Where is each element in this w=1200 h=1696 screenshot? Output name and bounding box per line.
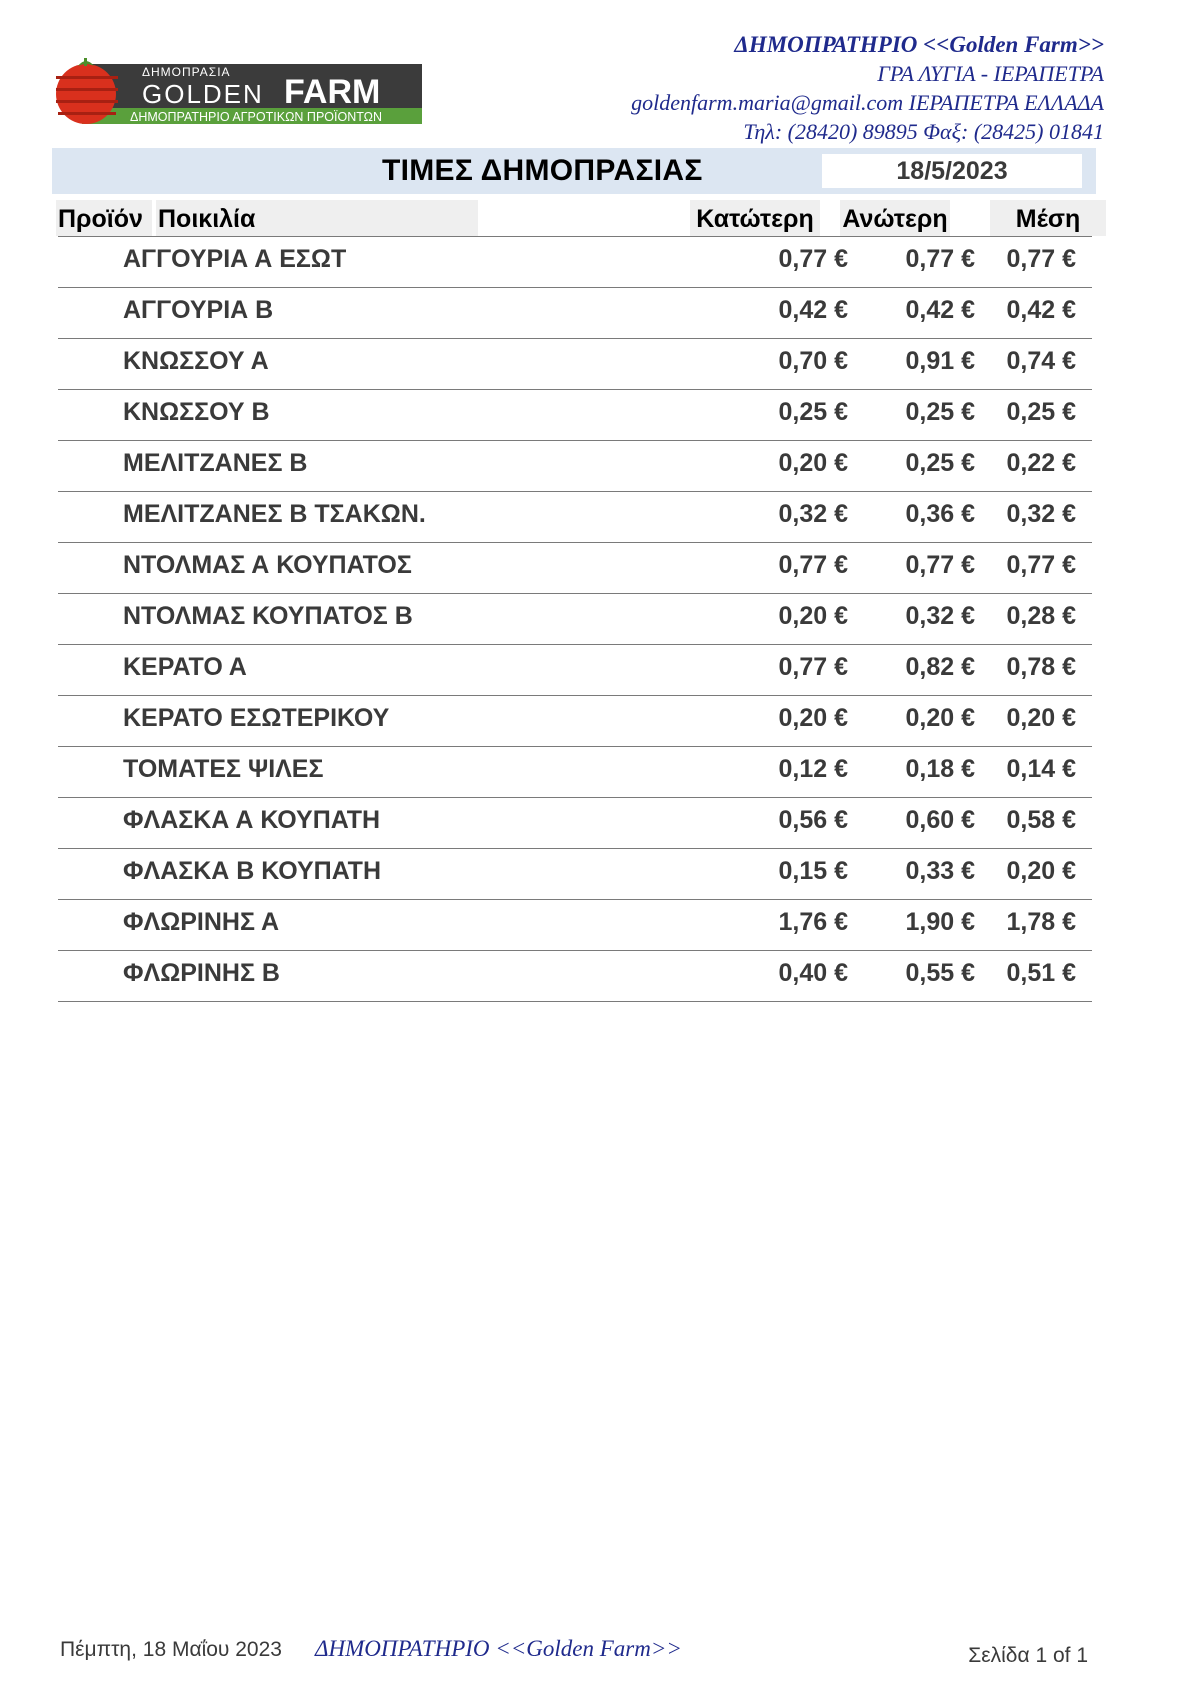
variety-cell: ΤΟΜΑΤΕΣ ΨΙΛΕΣ <box>123 755 324 783</box>
title-band <box>52 148 1096 194</box>
price-table <box>58 236 1092 1002</box>
low-price-cell: 0,70 € <box>778 347 848 375</box>
low-price-cell: 0,42 € <box>778 296 848 324</box>
table-row <box>58 900 1092 951</box>
variety-cell: ΝΤΟΛΜΑΣ ΚΟΥΠΑΤΟΣ Β <box>123 602 413 630</box>
average-price-cell: 0,32 € <box>1006 500 1076 528</box>
table-row <box>58 594 1092 645</box>
low-price-cell: 0,20 € <box>778 602 848 630</box>
variety-cell: ΚΝΩΣΣΟΥ Β <box>123 398 270 426</box>
table-row <box>58 645 1092 696</box>
golden-farm-logo <box>52 58 422 124</box>
header-product: Προϊόν <box>56 200 152 236</box>
average-price-cell: 0,77 € <box>1006 245 1076 273</box>
header-variety: Ποικιλία <box>156 200 478 236</box>
high-price-cell: 0,36 € <box>905 500 975 528</box>
low-price-cell: 0,40 € <box>778 959 848 987</box>
page-number: Σελίδα 1 of 1 <box>968 1644 1088 1667</box>
company-info <box>464 30 1104 146</box>
average-price-cell: 0,28 € <box>1006 602 1076 630</box>
average-price-cell: 0,20 € <box>1006 857 1076 885</box>
high-price-cell: 0,55 € <box>905 959 975 987</box>
variety-cell: ΑΓΓΟΥΡΙΑ Α ΕΣΩΤ <box>123 245 347 273</box>
low-price-cell: 0,12 € <box>778 755 848 783</box>
high-price-cell: 0,77 € <box>905 551 975 579</box>
high-price-cell: 1,90 € <box>905 908 975 936</box>
table-row <box>58 543 1092 594</box>
variety-cell: ΜΕΛΙΤΖΑΝΕΣ Β ΤΣΑΚΩΝ. <box>123 500 426 528</box>
logo-brand-bold: FARM <box>284 73 381 111</box>
variety-cell: ΦΛΑΣΚΑ Β ΚΟΥΠΑΤΗ <box>123 857 381 885</box>
column-headers <box>56 200 1106 236</box>
high-price-cell: 0,20 € <box>905 704 975 732</box>
variety-cell: ΝΤΟΛΜΑΣ Α ΚΟΥΠΑΤΟΣ <box>123 551 412 579</box>
table-row <box>58 441 1092 492</box>
table-row <box>58 288 1092 339</box>
high-price-cell: 0,25 € <box>905 449 975 477</box>
header-high-price: Ανώτερη <box>840 200 950 236</box>
average-price-cell: 1,78 € <box>1006 908 1076 936</box>
low-price-cell: 0,20 € <box>778 449 848 477</box>
average-price-cell: 0,14 € <box>1006 755 1076 783</box>
table-row <box>58 237 1092 288</box>
high-price-cell: 0,32 € <box>905 602 975 630</box>
high-price-cell: 0,77 € <box>905 245 975 273</box>
variety-cell: ΦΛΩΡΙΝΗΣ Β <box>123 959 280 987</box>
high-price-cell: 0,91 € <box>905 347 975 375</box>
low-price-cell: 0,20 € <box>778 704 848 732</box>
average-price-cell: 0,25 € <box>1006 398 1076 426</box>
high-price-cell: 0,25 € <box>905 398 975 426</box>
variety-cell: ΚΕΡΑΤΟ ΕΣΩΤΕΡΙΚΟΥ <box>123 704 390 732</box>
average-price-cell: 0,20 € <box>1006 704 1076 732</box>
header-low-price: Κατώτερη <box>690 200 820 236</box>
low-price-cell: 0,77 € <box>778 653 848 681</box>
low-price-cell: 0,77 € <box>778 245 848 273</box>
average-price-cell: 0,58 € <box>1006 806 1076 834</box>
high-price-cell: 0,82 € <box>905 653 975 681</box>
average-price-cell: 0,22 € <box>1006 449 1076 477</box>
average-price-cell: 0,77 € <box>1006 551 1076 579</box>
logo-top-text: ΔΗΜΟΠΡΑΣΙΑ <box>142 65 231 79</box>
variety-cell: ΦΛΩΡΙΝΗΣ Α <box>123 908 280 936</box>
low-price-cell: 0,15 € <box>778 857 848 885</box>
company-address: ΓΡΑ ΛΥΓΙΑ - ΙΕΡΑΠΕΤΡΑ <box>877 61 1104 86</box>
average-price-cell: 0,74 € <box>1006 347 1076 375</box>
footer-company: ΔΗΜΟΠΡΑΤΗΡΙΟ <<Golden Farm>> <box>315 1636 682 1661</box>
footer-date: Πέμπτη, 18 Μαΐου 2023 <box>60 1638 282 1661</box>
company-name: ΔΗΜΟΠΡΑΤΗΡΙΟ <<Golden Farm>> <box>734 32 1104 57</box>
variety-cell: ΜΕΛΙΤΖΑΝΕΣ Β <box>123 449 308 477</box>
low-price-cell: 0,32 € <box>778 500 848 528</box>
average-price-cell: 0,42 € <box>1006 296 1076 324</box>
table-row <box>58 849 1092 900</box>
high-price-cell: 0,42 € <box>905 296 975 324</box>
table-row <box>58 390 1092 441</box>
table-row <box>58 492 1092 543</box>
variety-cell: ΚΝΩΣΣΟΥ Α <box>123 347 269 375</box>
low-price-cell: 0,25 € <box>778 398 848 426</box>
table-row <box>58 798 1092 849</box>
table-row <box>58 696 1092 747</box>
header-average-price: Μέση <box>990 200 1106 236</box>
low-price-cell: 0,77 € <box>778 551 848 579</box>
table-row <box>58 339 1092 390</box>
logo-brand-light: GOLDEN <box>142 79 264 109</box>
table-row <box>58 747 1092 798</box>
variety-cell: ΚΕΡΑΤΟ Α <box>123 653 247 681</box>
low-price-cell: 1,76 € <box>778 908 848 936</box>
page-title: ΤΙΜΕΣ ΔΗΜΟΠΡΑΣΙΑΣ <box>382 154 703 187</box>
high-price-cell: 0,33 € <box>905 857 975 885</box>
high-price-cell: 0,18 € <box>905 755 975 783</box>
low-price-cell: 0,56 € <box>778 806 848 834</box>
company-phone: Τηλ: (28420) 89895 Φαξ: (28425) 01841 <box>743 119 1104 144</box>
variety-cell: ΑΓΓΟΥΡΙΑ Β <box>123 296 274 324</box>
average-price-cell: 0,51 € <box>1006 959 1076 987</box>
average-price-cell: 0,78 € <box>1006 653 1076 681</box>
variety-cell: ΦΛΑΣΚΑ Α ΚΟΥΠΑΤΗ <box>123 806 381 834</box>
table-row <box>58 951 1092 1002</box>
high-price-cell: 0,60 € <box>905 806 975 834</box>
logo-tagline: ΔΗΜΟΠΡΑΤΗΡΙΟ ΑΓΡΟΤΙΚΩΝ ΠΡΟΪΟΝΤΩΝ <box>130 110 383 124</box>
company-email: goldenfarm.maria@gmail.com ΙΕΡΑΠΕΤΡΑ ΕΛΛΑΔΑ <box>631 90 1104 115</box>
auction-date: 18/5/2023 <box>822 154 1082 188</box>
